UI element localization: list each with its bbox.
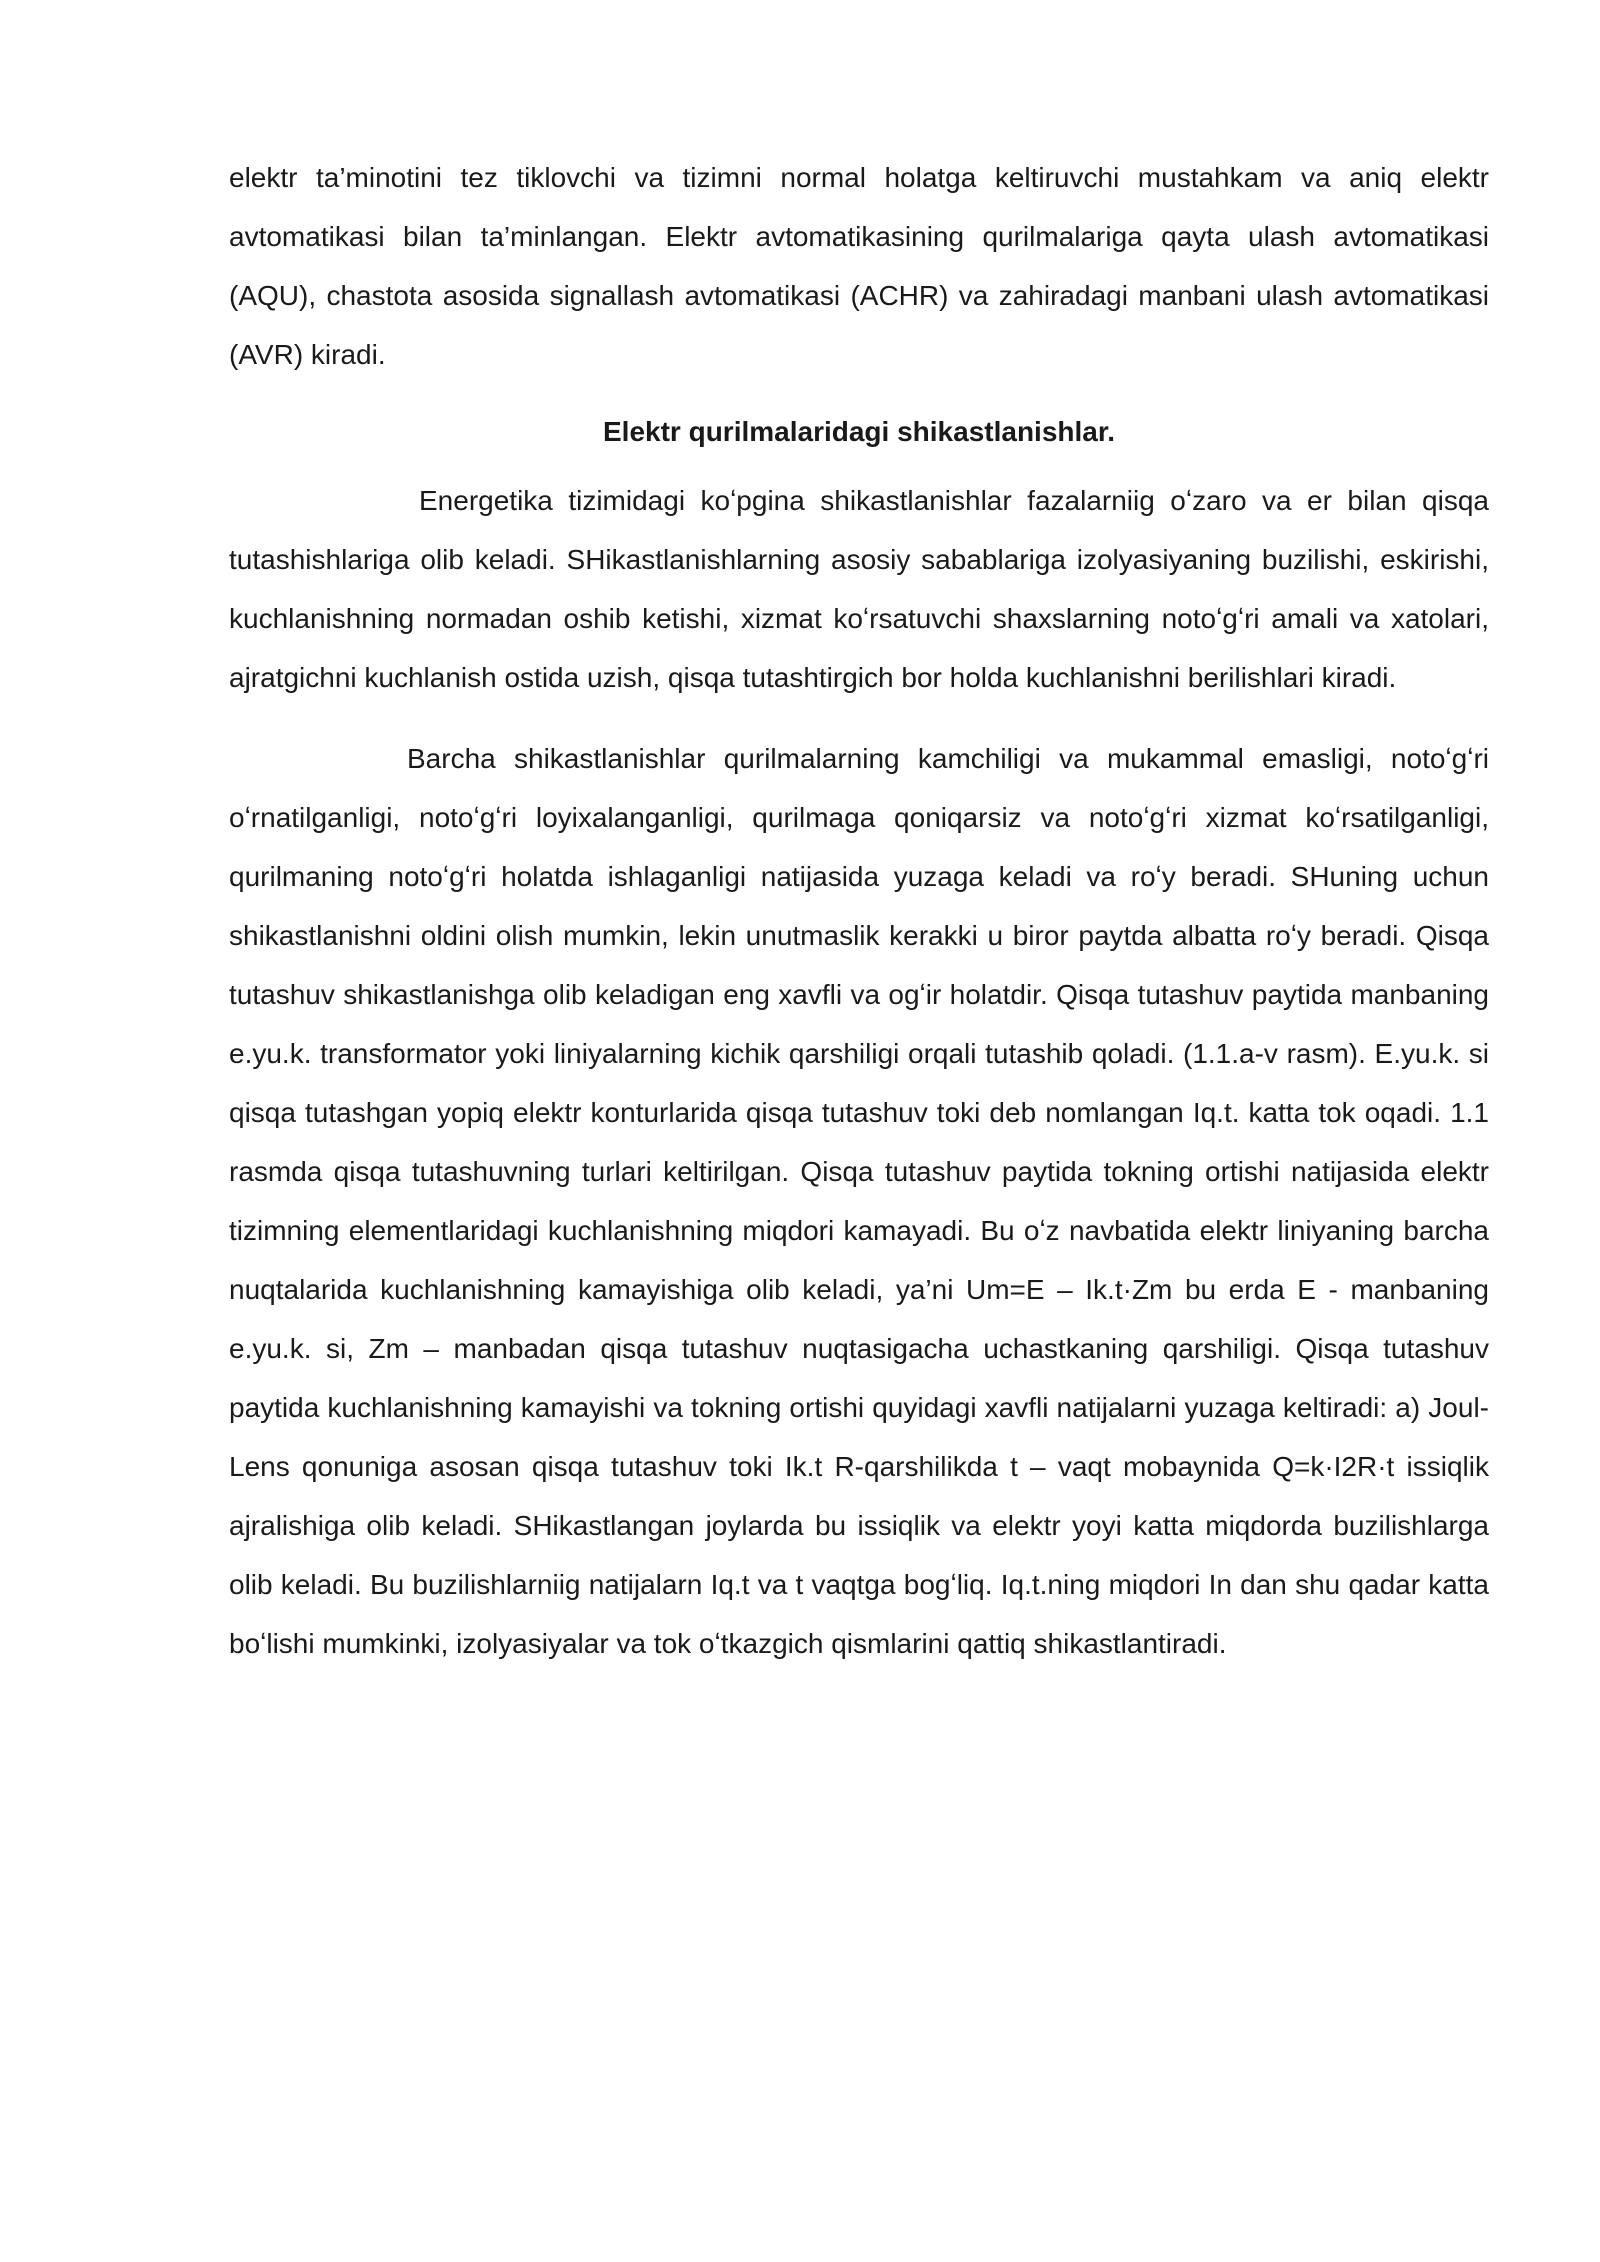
paragraph-causes: Energetika tizimidagi koʻpgina shikastlanishlar fazalarniig oʻzaro va er bilan qisqa tutashishlariga olib keladi. SHikastlanishlarning asosiy sabablariga izolyasiyaning buzilishi, eskirishi, kuchlanishning normadan oshib ketishi, xizmat koʻrsatuvchi shaxslarning notoʻgʻri amali va xatolari, ajratgichni kuchlanish ostida uzish, qisqa tutashtirgich bor holda kuchlanishni berilishlari kiradi. <box>229 485 1489 693</box>
paragraph-intro: elektr ta’minotini tez tiklovchi va tizimni normal holatga keltiruvchi mustahkam va aniq elektr avtomatikasi bilan ta’minlangan. Elektr avtomatikasining qurilmalariga qayta ulash avtomatikasi (AQU), chastota asosida signallash avtomatikasi (ACHR) va zahiradagi manbani ulash avtomatikasi (AVR) kiradi. <box>229 162 1489 370</box>
section-heading: Elektr qurilmalaridagi shikastlanishlar. <box>603 416 1115 447</box>
document-page <box>229 148 1489 1673</box>
paragraph-short-circuit: Barcha shikastlanishlar qurilmalarning kamchiligi va mukammal emasligi, notoʻgʻri oʻrnatilganligi, notoʻgʻri loyixalanganligi, qurilmaga qoniqarsiz va notoʻgʻri xizmat koʻrsatilganligi, qurilmaning notoʻgʻri holatda ishlaganligi natijasida yuzaga keladi va roʻy beradi. SHuning uchun shikastlanishni oldini olish mumkin, lekin unutmaslik kerakki u biror paytda albatta roʻy beradi. Qisqa tutashuv shikastlanishga olib keladigan eng xavfli va ogʻir holatdir. Qisqa tutashuv paytida manbaning e.yu.k. transformator yoki liniyalarning kichik qarshiligi orqali tutashib qoladi. (1.1.a-v rasm). E.yu.k. si qisqa tutashgan yopiq elektr konturlarida qisqa tutashuv toki deb nomlangan Iq.t. katta tok oqadi. 1.1 rasmda qisqa tutashuvning turlari keltirilgan. Qisqa tutashuv paytida tokning ortishi natijasida elektr tizimning elementlaridagi kuchlanishning miqdori kamayadi. Bu oʻz navbatida elektr liniyaning barcha nuqtalarida kuchlanishning kamayishiga olib keladi, ya’ni Um=E – Ik.t·Zm bu erda E - manbaning e.yu.k. si, Zm – manbadan qisqa tutashuv nuqtasigacha uchastkaning qarshiligi. Qisqa tutashuv paytida kuchlanishning kamayishi va tokning ortishi quyidagi xavfli natijalarni yuzaga keltiradi: a) Joul-Lens qonuniga asosan qisqa tutashuv toki Ik.t R-qarshilikda t – vaqt mobaynida Q=k·I2R·t issiqlik ajralishiga olib keladi. SHikastlangan joylarda bu issiqlik va elektr yoyi katta miqdorda buzilishlarga olib keladi. Bu buzilishlarniig natijalarn Iq.t va t vaqtga bogʻliq. Iq.t.ning miqdori In dan shu qadar katta boʻlishi mumkinki, izolyasiyalar va tok oʻtkazgich qismlarini qattiq shikastlantiradi. <box>229 743 1489 1659</box>
